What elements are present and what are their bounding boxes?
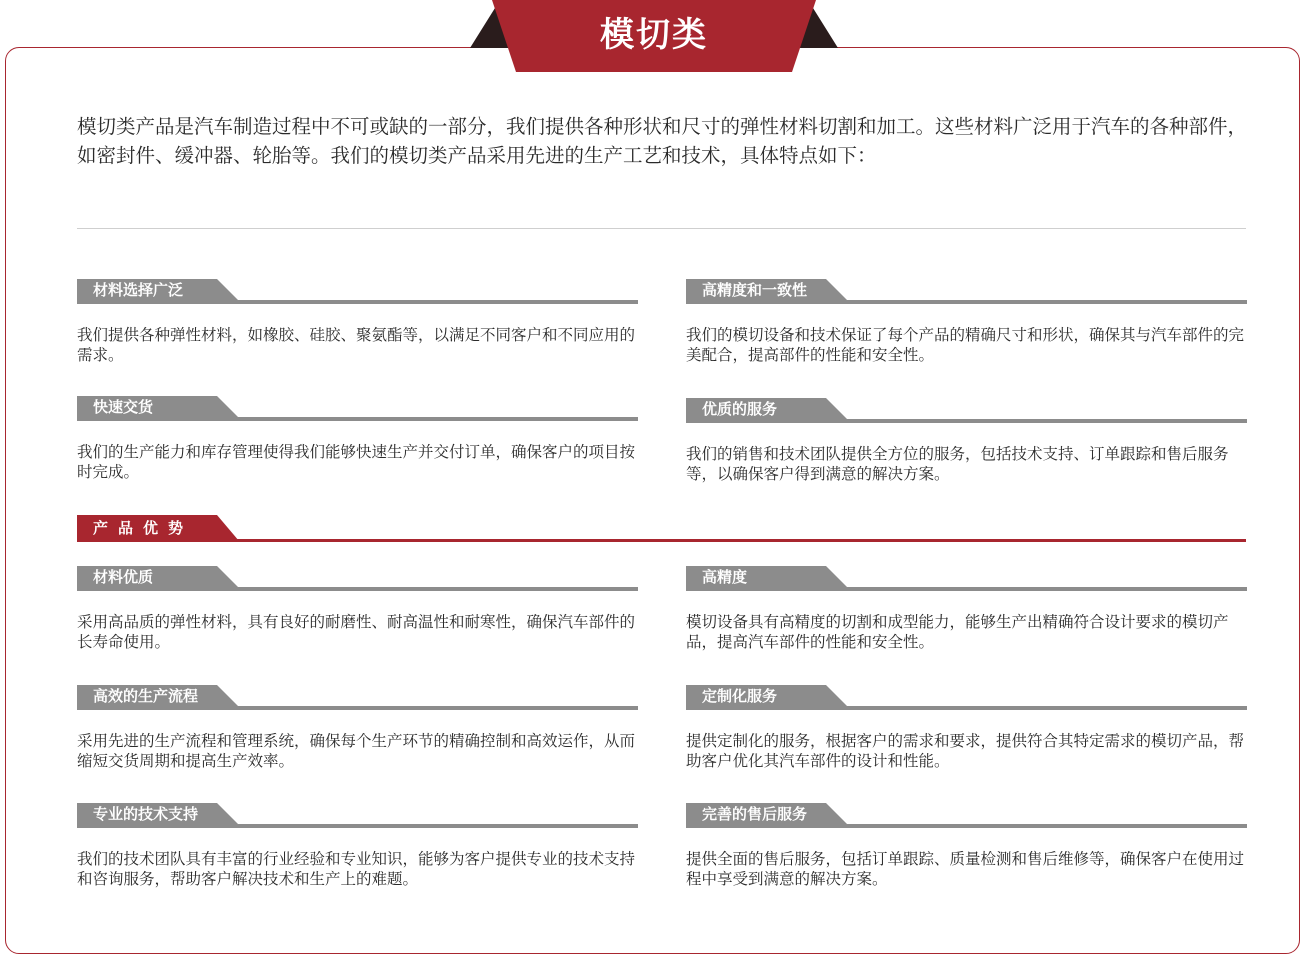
advantage-title: 材料优质 <box>93 568 154 586</box>
heading-rule <box>686 300 1247 304</box>
advantages-title: 产品优势 <box>93 519 194 537</box>
advantage-text: 采用先进的生产流程和管理系统，确保每个生产环节的精确控制和高效运作，从而缩短交货周期和提高生产效率。 <box>77 732 636 770</box>
heading-rule <box>77 300 638 304</box>
advantage-text: 采用高品质的弹性材料，具有良好的耐磨性、耐高温性和耐寒性，确保汽车部件的长寿命使用。 <box>77 613 636 651</box>
feature-text: 我们的销售和技术团队提供全方位的服务，包括技术支持、订单跟踪和售后服务等，以确保客户得到满意的解决方案。 <box>686 445 1229 483</box>
advantage-heading <box>77 566 638 592</box>
feature-block <box>77 396 638 482</box>
feature-block <box>77 279 638 365</box>
feature-heading <box>77 396 638 422</box>
advantage-text: 我们的技术团队具有丰富的行业经验和专业知识，能够为客户提供专业的技术支持和咨询服务，帮助客户解决技术和生产上的难题。 <box>77 850 636 888</box>
feature-text: 我们提供各种弹性材料，如橡胶、硅胶、聚氨酯等，以满足不同客户和不同应用的需求。 <box>77 326 636 364</box>
advantage-text: 提供定制化的服务，根据客户的需求和要求，提供符合其特定需求的模切产品，帮助客户优化其汽车部件的设计和性能。 <box>686 732 1245 770</box>
heading-rule <box>686 419 1247 423</box>
heading-rule <box>686 587 1247 591</box>
advantage-block <box>686 685 1247 771</box>
feature-heading <box>686 279 1247 305</box>
feature-heading <box>686 398 1247 424</box>
heading-rule <box>77 824 638 828</box>
advantage-heading <box>686 803 1247 829</box>
advantages-rule <box>77 539 1246 542</box>
advantage-title: 定制化服务 <box>702 687 778 705</box>
feature-title: 高精度和一致性 <box>702 281 808 299</box>
advantage-title: 高精度 <box>702 568 748 586</box>
advantage-block <box>77 803 638 889</box>
heading-rule <box>77 706 638 710</box>
section-divider <box>77 228 1246 229</box>
advantage-block <box>77 566 638 652</box>
feature-block <box>686 398 1247 484</box>
feature-block <box>686 279 1247 365</box>
advantage-title: 完善的售后服务 <box>702 805 808 823</box>
advantage-block <box>686 566 1247 652</box>
advantage-heading <box>686 566 1247 592</box>
intro-paragraph: 模切类产品是汽车制造过程中不可或缺的一部分，我们提供各种形状和尺寸的弹性材料切割和加工。这些材料广泛用于汽车的各种部件，如密封件、缓冲器、轮胎等。我们的模切类产品采用先进的生产工艺和技术，具体特点如下： <box>77 115 1248 167</box>
advantage-block <box>686 803 1247 889</box>
advantage-block <box>77 685 638 771</box>
title-tab <box>470 0 838 72</box>
heading-rule <box>77 587 638 591</box>
feature-text: 我们的模切设备和技术保证了每个产品的精确尺寸和形状，确保其与汽车部件的完美配合，提高部件的性能和安全性。 <box>686 326 1245 364</box>
heading-rule <box>686 824 1247 828</box>
advantage-title: 专业的技术支持 <box>93 805 199 823</box>
feature-title: 优质的服务 <box>702 400 778 418</box>
advantage-heading <box>77 803 638 829</box>
heading-rule <box>686 706 1247 710</box>
advantage-text: 提供全面的售后服务，包括订单跟踪、质量检测和售后维修等，确保客户在使用过程中享受到满意的解决方案。 <box>686 850 1245 888</box>
advantage-heading <box>686 685 1247 711</box>
feature-heading <box>77 279 638 305</box>
advantage-heading <box>77 685 638 711</box>
feature-title: 快速交货 <box>93 398 154 416</box>
page-title: 模切类 <box>600 15 708 55</box>
feature-text: 我们的生产能力和库存管理使得我们能够快速生产并交付订单，确保客户的项目按时完成。 <box>77 443 636 481</box>
advantage-text: 模切设备具有高精度的切割和成型能力，能够生产出精确符合设计要求的模切产品，提高汽车部件的性能和安全性。 <box>686 613 1229 651</box>
feature-title: 材料选择广泛 <box>93 281 184 299</box>
advantages-heading <box>77 515 1246 543</box>
heading-rule <box>77 417 638 421</box>
advantage-title: 高效的生产流程 <box>93 687 199 705</box>
